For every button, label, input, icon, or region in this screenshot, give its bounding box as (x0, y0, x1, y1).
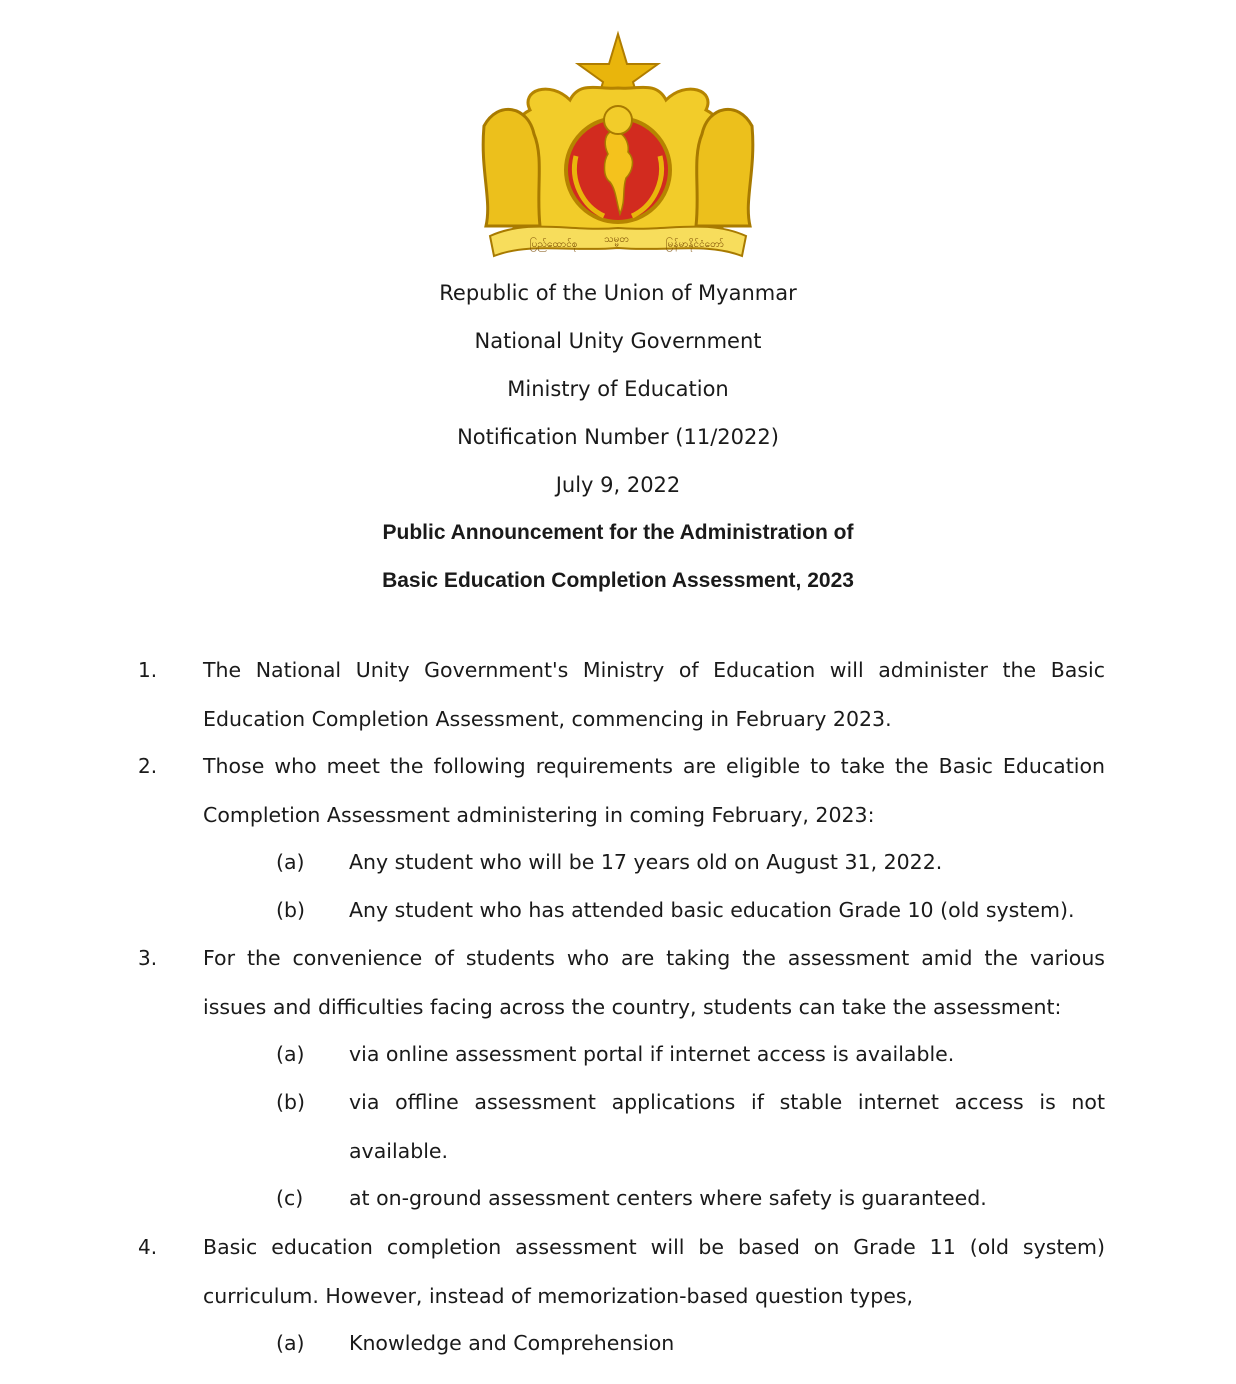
subitem-label: (c) (276, 1186, 304, 1210)
item-number: 1. (138, 658, 158, 682)
subitem-label: (a) (276, 850, 305, 874)
ribbon-left-text: ပြည်ထောင်စု (530, 239, 578, 250)
item-number: 4. (138, 1235, 158, 1259)
header-government: National Unity Government (474, 329, 762, 353)
ribbon-right-text: မြန်မာနိုင်ငံတော် (666, 239, 724, 250)
subitem-text: Any student who has attended basic education Grade 10 (old system). (349, 898, 1075, 922)
item-text: Those who meet the following requirements are eligible to take the Basic Education Completion Assessment administering in coming February, 2023: (203, 754, 1105, 827)
subitem-text: Any student who will be 17 years old on August 31, 2022. (349, 850, 943, 874)
subitem-label: (b) (276, 898, 306, 922)
title-line-1: Public Announcement for the Administration of (382, 521, 854, 544)
subitem-text: via online assessment portal if internet access is available. (349, 1042, 955, 1066)
header-country: Republic of the Union of Myanmar (439, 281, 797, 305)
header-notification: Notification Number (11/2022) (457, 425, 779, 449)
item-text: The National Unity Government's Ministry of Education will administer the Basic Education Completion Assessment, commencing in February 2023. (203, 658, 1105, 731)
subitem-text: at on-ground assessment centers where safety is guaranteed. (349, 1186, 987, 1210)
subitem-text: Knowledge and Comprehension (349, 1331, 675, 1355)
item-text: Basic education completion assessment will be based on Grade 11 (old system) curriculum. However, instead of memorization-based question types, (203, 1235, 1105, 1308)
subitem-text: via offline assessment applications if stable internet access is not available. (349, 1090, 1105, 1163)
item-text: For the convenience of students who are taking the assessment amid the various issues and difficulties facing across the country, students can take the assessment: (203, 946, 1105, 1019)
subitem-label: (a) (276, 1042, 305, 1066)
ribbon-center-text: သမ္မတ (604, 234, 630, 245)
header-ministry: Ministry of Education (507, 377, 729, 401)
title-line-2: Basic Education Completion Assessment, 2023 (382, 569, 854, 592)
item-number: 3. (138, 946, 158, 970)
subitem-label: (a) (276, 1331, 305, 1355)
header-date: July 9, 2022 (555, 473, 681, 497)
state-seal-icon (470, 30, 766, 270)
subitem-label: (b) (276, 1090, 306, 1114)
item-number: 2. (138, 754, 158, 778)
